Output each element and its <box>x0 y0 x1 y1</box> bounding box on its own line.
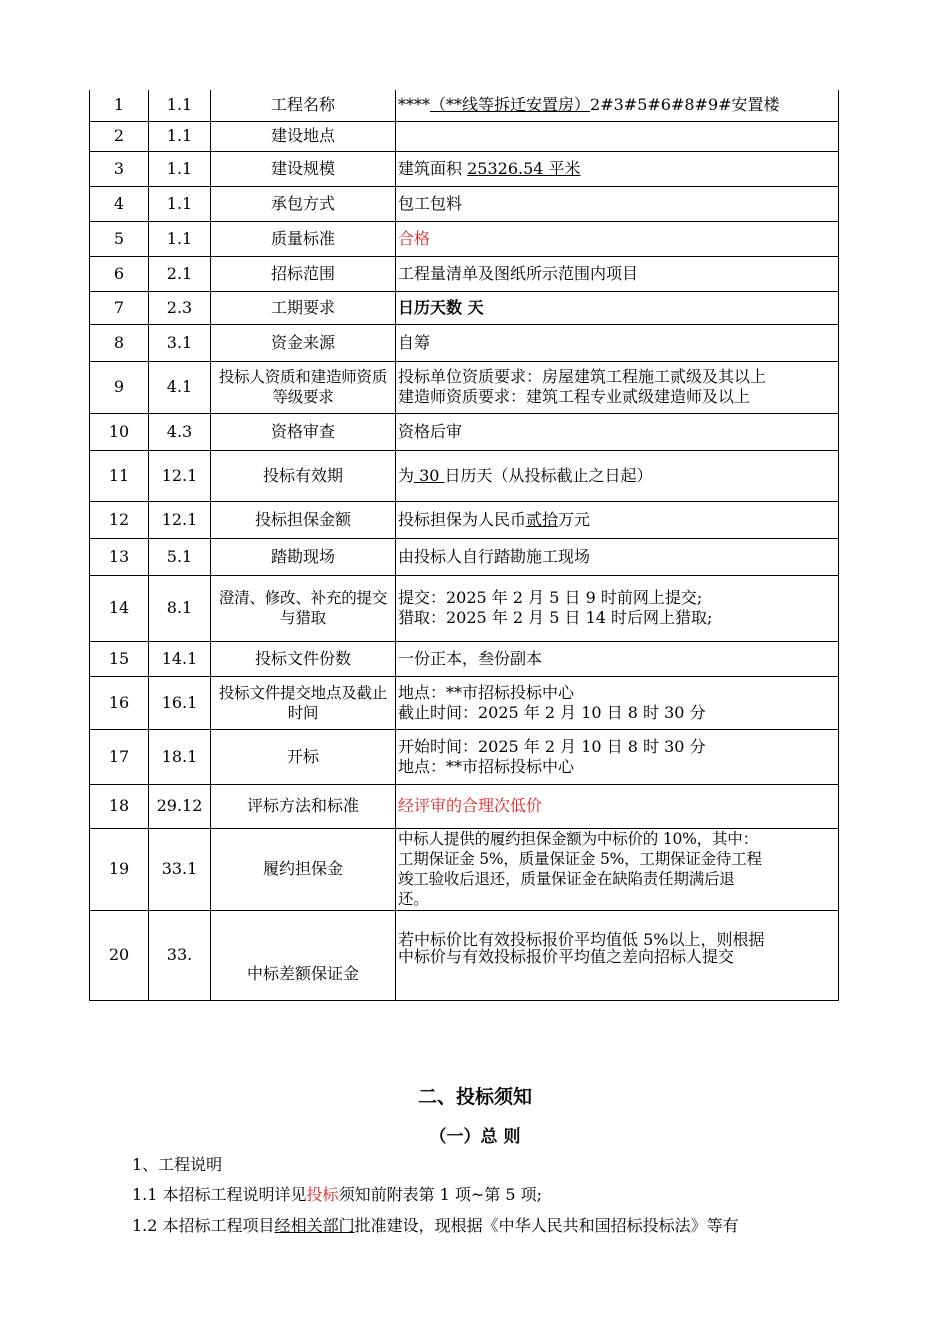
table-row <box>90 450 839 501</box>
row-number: 15 <box>90 641 149 676</box>
content-line <box>398 737 836 757</box>
clause-number: 1.1 <box>149 186 211 221</box>
clause-number: 3.1 <box>149 324 211 361</box>
item-content <box>396 361 839 413</box>
content-line <box>398 422 836 442</box>
text-run: 地点：**市招标投标中心 <box>398 682 575 702</box>
item-name: 履约担保金 <box>211 828 396 910</box>
content-line <box>398 333 836 353</box>
item-name: 资金来源 <box>211 324 396 361</box>
item-content <box>396 256 839 291</box>
clause-number: 1.1 <box>149 151 211 186</box>
row-number: 10 <box>90 413 149 450</box>
text-run: 万元 <box>558 509 591 529</box>
row-number: 2 <box>90 121 149 151</box>
clause-number: 16.1 <box>149 676 211 729</box>
item-content <box>396 538 839 575</box>
content-line <box>398 298 836 318</box>
item-name: 建设规模 <box>211 151 396 186</box>
item-name: 工程名称 <box>211 90 396 121</box>
item-content <box>396 291 839 324</box>
paragraph-1: 1、工程说明 <box>132 1155 223 1174</box>
row-number: 19 <box>90 828 149 910</box>
text-run: 自筹 <box>398 332 431 352</box>
content-line <box>398 159 836 179</box>
row-number: 16 <box>90 676 149 729</box>
bid-data-table <box>89 90 839 1001</box>
table-row <box>90 186 839 221</box>
row-number: 7 <box>90 291 149 324</box>
item-name: 投标人资质和建造师资质等级要求 <box>211 361 396 413</box>
clause-number: 1.1 <box>149 121 211 151</box>
item-content <box>396 501 839 538</box>
table-row <box>90 729 839 784</box>
content-line <box>398 264 836 284</box>
item-name: 投标担保金额 <box>211 501 396 538</box>
text-run: 须知前附表第 1 项~第 5 项; <box>338 1185 543 1204</box>
section-subtitle: （一）总 则 <box>429 1127 521 1147</box>
content-line <box>398 387 836 407</box>
clause-number: 18.1 <box>149 729 211 784</box>
text-run: 建造师资质要求：建筑工程专业贰级建造师及以上 <box>398 387 751 406</box>
text-run: 日历天数 天 <box>398 297 484 317</box>
row-number: 20 <box>90 910 149 1000</box>
table-row <box>90 641 839 676</box>
content-line <box>398 869 836 889</box>
table-row <box>90 413 839 450</box>
row-number: 4 <box>90 186 149 221</box>
text-run: 1.2 本招标工程项目 <box>132 1216 275 1235</box>
item-content <box>396 575 839 641</box>
text-run: （**线等拆迁安置房） <box>430 95 591 115</box>
item-name: 中标差额保证金 <box>211 910 396 1000</box>
clause-number: 12.1 <box>149 450 211 501</box>
item-name: 承包方式 <box>211 186 396 221</box>
content-line <box>398 194 836 214</box>
content-line <box>398 703 836 723</box>
row-number: 1 <box>90 90 149 121</box>
table-row <box>90 361 839 413</box>
clause-number: 2.1 <box>149 256 211 291</box>
clause-number: 12.1 <box>149 501 211 538</box>
text-run: 经评审的合理次低价 <box>398 796 543 815</box>
clause-number: 8.1 <box>149 575 211 641</box>
text-run: 还。 <box>398 889 429 908</box>
content-line <box>398 510 836 530</box>
item-content <box>396 90 839 121</box>
item-content <box>396 186 839 221</box>
section-title: 二、投标须知 <box>417 1086 532 1108</box>
content-line <box>398 683 836 703</box>
item-name: 质量标准 <box>211 221 396 256</box>
text-run: 1.1 本招标工程说明详见 <box>132 1185 307 1204</box>
table-row <box>90 291 839 324</box>
text-run: 工程量清单及图纸所示范围内项目 <box>398 263 639 283</box>
text-run: 批准建设，现根据《中华人民共和国招标投标法》等有 <box>354 1216 739 1235</box>
item-name: 投标文件份数 <box>211 641 396 676</box>
text-run: 投标单位资质要求：房屋建筑工程施工贰级及其以上 <box>398 367 767 386</box>
content-line <box>398 829 836 849</box>
clause-number: 5.1 <box>149 538 211 575</box>
item-content <box>396 324 839 361</box>
table-row <box>90 575 839 641</box>
row-number: 12 <box>90 501 149 538</box>
item-name: 投标有效期 <box>211 450 396 501</box>
text-run: 2#3#5#6#8#9#安置楼 <box>590 95 780 115</box>
content-line <box>398 229 836 249</box>
clause-number: 1.1 <box>149 90 211 121</box>
table-row <box>90 121 839 151</box>
item-content <box>396 121 839 151</box>
text-run: 中标人提供的履约担保金额为中标价的 10%，其中： <box>398 829 758 848</box>
row-number: 8 <box>90 324 149 361</box>
row-number: 6 <box>90 256 149 291</box>
content-line <box>398 649 836 669</box>
text-run: 一份正本，叁份副本 <box>398 648 543 668</box>
item-content <box>396 413 839 450</box>
item-name: 评标方法和标准 <box>211 784 396 828</box>
text-run: 提交：2025 年 2 月 5 日 9 时前网上提交; <box>398 588 703 607</box>
clause-number: 4.3 <box>149 413 211 450</box>
table-row <box>90 828 839 910</box>
row-number: 3 <box>90 151 149 186</box>
content-line <box>398 608 836 628</box>
clause-number: 33.1 <box>149 828 211 910</box>
paragraph-1-2 <box>132 1213 739 1236</box>
item-name: 工期要求 <box>211 291 396 324</box>
item-name: 资格审查 <box>211 413 396 450</box>
row-number: 11 <box>90 450 149 501</box>
item-name: 澄清、修改、补充的提交与猎取 <box>211 575 396 641</box>
content-line <box>398 889 836 909</box>
table-row <box>90 910 839 1000</box>
text-run: 投标 <box>306 1185 339 1204</box>
text-run: 开始时间：2025 年 2 月 10 日 8 时 30 分 <box>398 736 706 756</box>
clause-number: 33. <box>149 910 211 1000</box>
text-run: 30 <box>414 465 445 485</box>
text-run: 截止时间：2025 年 2 月 10 日 8 时 30 分 <box>398 702 706 722</box>
item-content <box>396 221 839 256</box>
paragraph-1-1 <box>132 1182 542 1205</box>
text-run: 贰拾 <box>526 509 559 529</box>
content-line <box>398 931 836 948</box>
clause-number: 14.1 <box>149 641 211 676</box>
row-number: 5 <box>90 221 149 256</box>
text-run: 猎取：2025 年 2 月 5 日 14 时后网上猎取; <box>398 608 713 627</box>
text-run: 包工包料 <box>398 193 463 213</box>
text-run: 日历天（从投标截止之日起） <box>444 465 653 485</box>
clause-number: 4.1 <box>149 361 211 413</box>
content-line <box>398 588 836 608</box>
clause-number: 2.3 <box>149 291 211 324</box>
text-run: 中标价与有效投标报价平均值之差向招标人提交 <box>398 946 735 966</box>
text-run: 25326.54 平米 <box>467 158 581 178</box>
table-row <box>90 90 839 121</box>
item-name: 开标 <box>211 729 396 784</box>
item-content <box>396 641 839 676</box>
row-number: 13 <box>90 538 149 575</box>
item-name: 踏勘现场 <box>211 538 396 575</box>
row-number: 9 <box>90 361 149 413</box>
content-line <box>398 849 836 869</box>
row-number: 14 <box>90 575 149 641</box>
item-content <box>396 910 839 1000</box>
text-run: 经 <box>274 1216 291 1235</box>
content-line <box>398 757 836 777</box>
item-content <box>396 784 839 828</box>
table-row <box>90 676 839 729</box>
text-run: 资格后审 <box>398 421 463 441</box>
text-run: 建筑面积 <box>398 158 468 178</box>
content-line <box>398 95 836 115</box>
item-content <box>396 151 839 186</box>
item-content <box>396 676 839 729</box>
text-run: 若中标价比有效投标报价平均值低 5%以上，则根据 <box>398 929 765 949</box>
item-name: 建设地点 <box>211 121 396 151</box>
item-content <box>396 828 839 910</box>
row-number: 17 <box>90 729 149 784</box>
table-row <box>90 501 839 538</box>
table-row <box>90 221 839 256</box>
text-run: 相关部门 <box>290 1216 355 1235</box>
item-content <box>396 450 839 501</box>
content-line <box>398 466 836 486</box>
table-row <box>90 538 839 575</box>
table-row <box>90 784 839 828</box>
content-line <box>398 367 836 387</box>
table-row <box>90 324 839 361</box>
text-run: **** <box>398 95 430 115</box>
clause-number: 29.12 <box>149 784 211 828</box>
text-run: 投标担保为人民币 <box>398 509 527 529</box>
table-row <box>90 151 839 186</box>
item-name: 投标文件提交地点及截止时间 <box>211 676 396 729</box>
text-run: 合格 <box>398 228 431 248</box>
row-number: 18 <box>90 784 149 828</box>
content-line <box>398 948 836 965</box>
text-run: 地点：**市招标投标中心 <box>398 756 575 776</box>
text-run: 竣工验收后退还，质量保证金在缺陷责任期满后退 <box>398 869 735 888</box>
clause-number: 1.1 <box>149 221 211 256</box>
text-run: 由投标人自行踏勘施工现场 <box>398 546 591 566</box>
content-line <box>398 547 836 567</box>
content-line <box>398 796 836 816</box>
item-content <box>396 729 839 784</box>
text-run: 为 <box>398 465 415 485</box>
item-name: 招标范围 <box>211 256 396 291</box>
text-run: 工期保证金 5%，质量保证金 5%，工期保证金待工程 <box>398 849 762 868</box>
table-row <box>90 256 839 291</box>
